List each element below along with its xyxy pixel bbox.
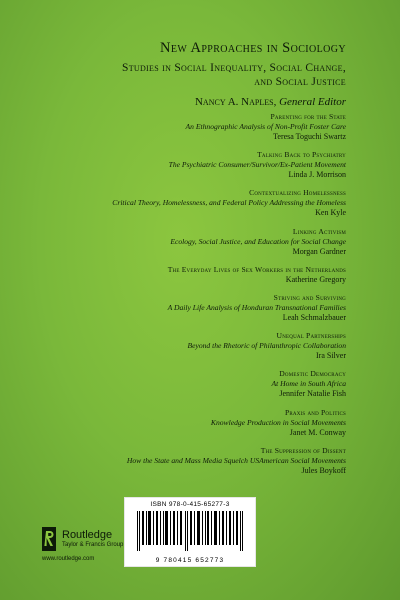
book-entry [6,227,346,257]
publisher-block [62,529,123,549]
publisher-url: www.routledge.com [42,556,95,562]
book-title: Striving and Surviving [273,292,346,302]
publisher-group: Taylor & Francis Group [62,542,124,548]
book-title: Parenting for the State [270,112,346,121]
book-entry [6,408,346,438]
book-list [6,112,346,484]
book-title: Linking Activism [292,226,346,236]
book-title: Praxis and Politics [284,407,346,417]
book-entry [6,369,346,399]
book-author: Janet M. Conway [289,427,346,437]
book-subtitle: Beyond the Rhetoric of Philanthropic Collaboration [187,341,346,351]
book-entry [6,446,346,476]
book-subtitle: Ecology, Social Justice, and Education for Social Change [170,236,346,246]
series-subtitle-line-2: and Social Justice [254,76,346,88]
book-title: The Suppression of Dissent [260,445,346,455]
series-header [26,40,346,109]
book-title: Contextualizing Homelessness [249,188,346,198]
book-title: The Everyday Lives of Sex Workers in the Netherlands [167,264,346,274]
series-subtitle-line-1: Studies in Social Inequality, Social Change, [122,62,346,74]
book-entry [6,331,346,361]
editor-role: General Editor [279,96,346,108]
book-author: Katherine Gregory [285,274,346,284]
book-subtitle: The Psychiatric Consumer/Survivor/Ex-Patient Movement [168,160,346,170]
book-subtitle: How the State and Mass Media Squelch USAmerican Social Movements [126,455,346,465]
publisher-name: Routledge [62,529,113,541]
barcode-icon [135,511,245,553]
barcode-digits: 9 780415 652773 [155,557,225,564]
book-entry [6,150,346,180]
editor-name: Nancy A. Naples, [194,96,277,108]
book-author: Jules Boykoff [301,465,346,475]
book-author: Jennifer Natalie Fish [279,389,346,399]
book-title: Talking Back to Psychiatry [257,150,346,160]
book-subtitle: A Daily Life Analysis of Honduran Transnational Families [167,302,346,312]
book-entry [6,293,346,323]
book-author: Morgan Gardner [292,246,346,256]
book-subtitle: At Home in South Africa [271,379,346,389]
book-author: Teresa Toguchi Swartz [273,132,346,141]
book-entry [6,265,346,285]
book-author: Ken Kyle [315,208,346,218]
isbn-barcode [124,497,256,567]
book-entry [6,112,346,142]
book-subtitle: An Ethnographic Analysis of Non-Profit Foster Care [185,122,346,131]
book-entry [6,188,346,218]
book-title: Domestic Democracy [279,369,346,379]
routledge-logo-icon [42,527,56,551]
book-author: Ira Silver [316,351,346,361]
book-title: Unequal Partnerships [276,331,346,341]
series-editor [26,95,346,109]
book-subtitle: Knowledge Production in Social Movements [210,417,346,427]
book-subtitle: Critical Theory, Homelessness, and Federal Policy Addressing the Homeless [112,198,346,208]
book-author: Linda J. Morrison [288,170,346,180]
book-author: Leah Schmalzbauer [282,312,346,322]
isbn-label: ISBN 978-0-415-65277-3 [150,501,230,508]
series-title: New Approaches in Sociology [160,40,346,56]
